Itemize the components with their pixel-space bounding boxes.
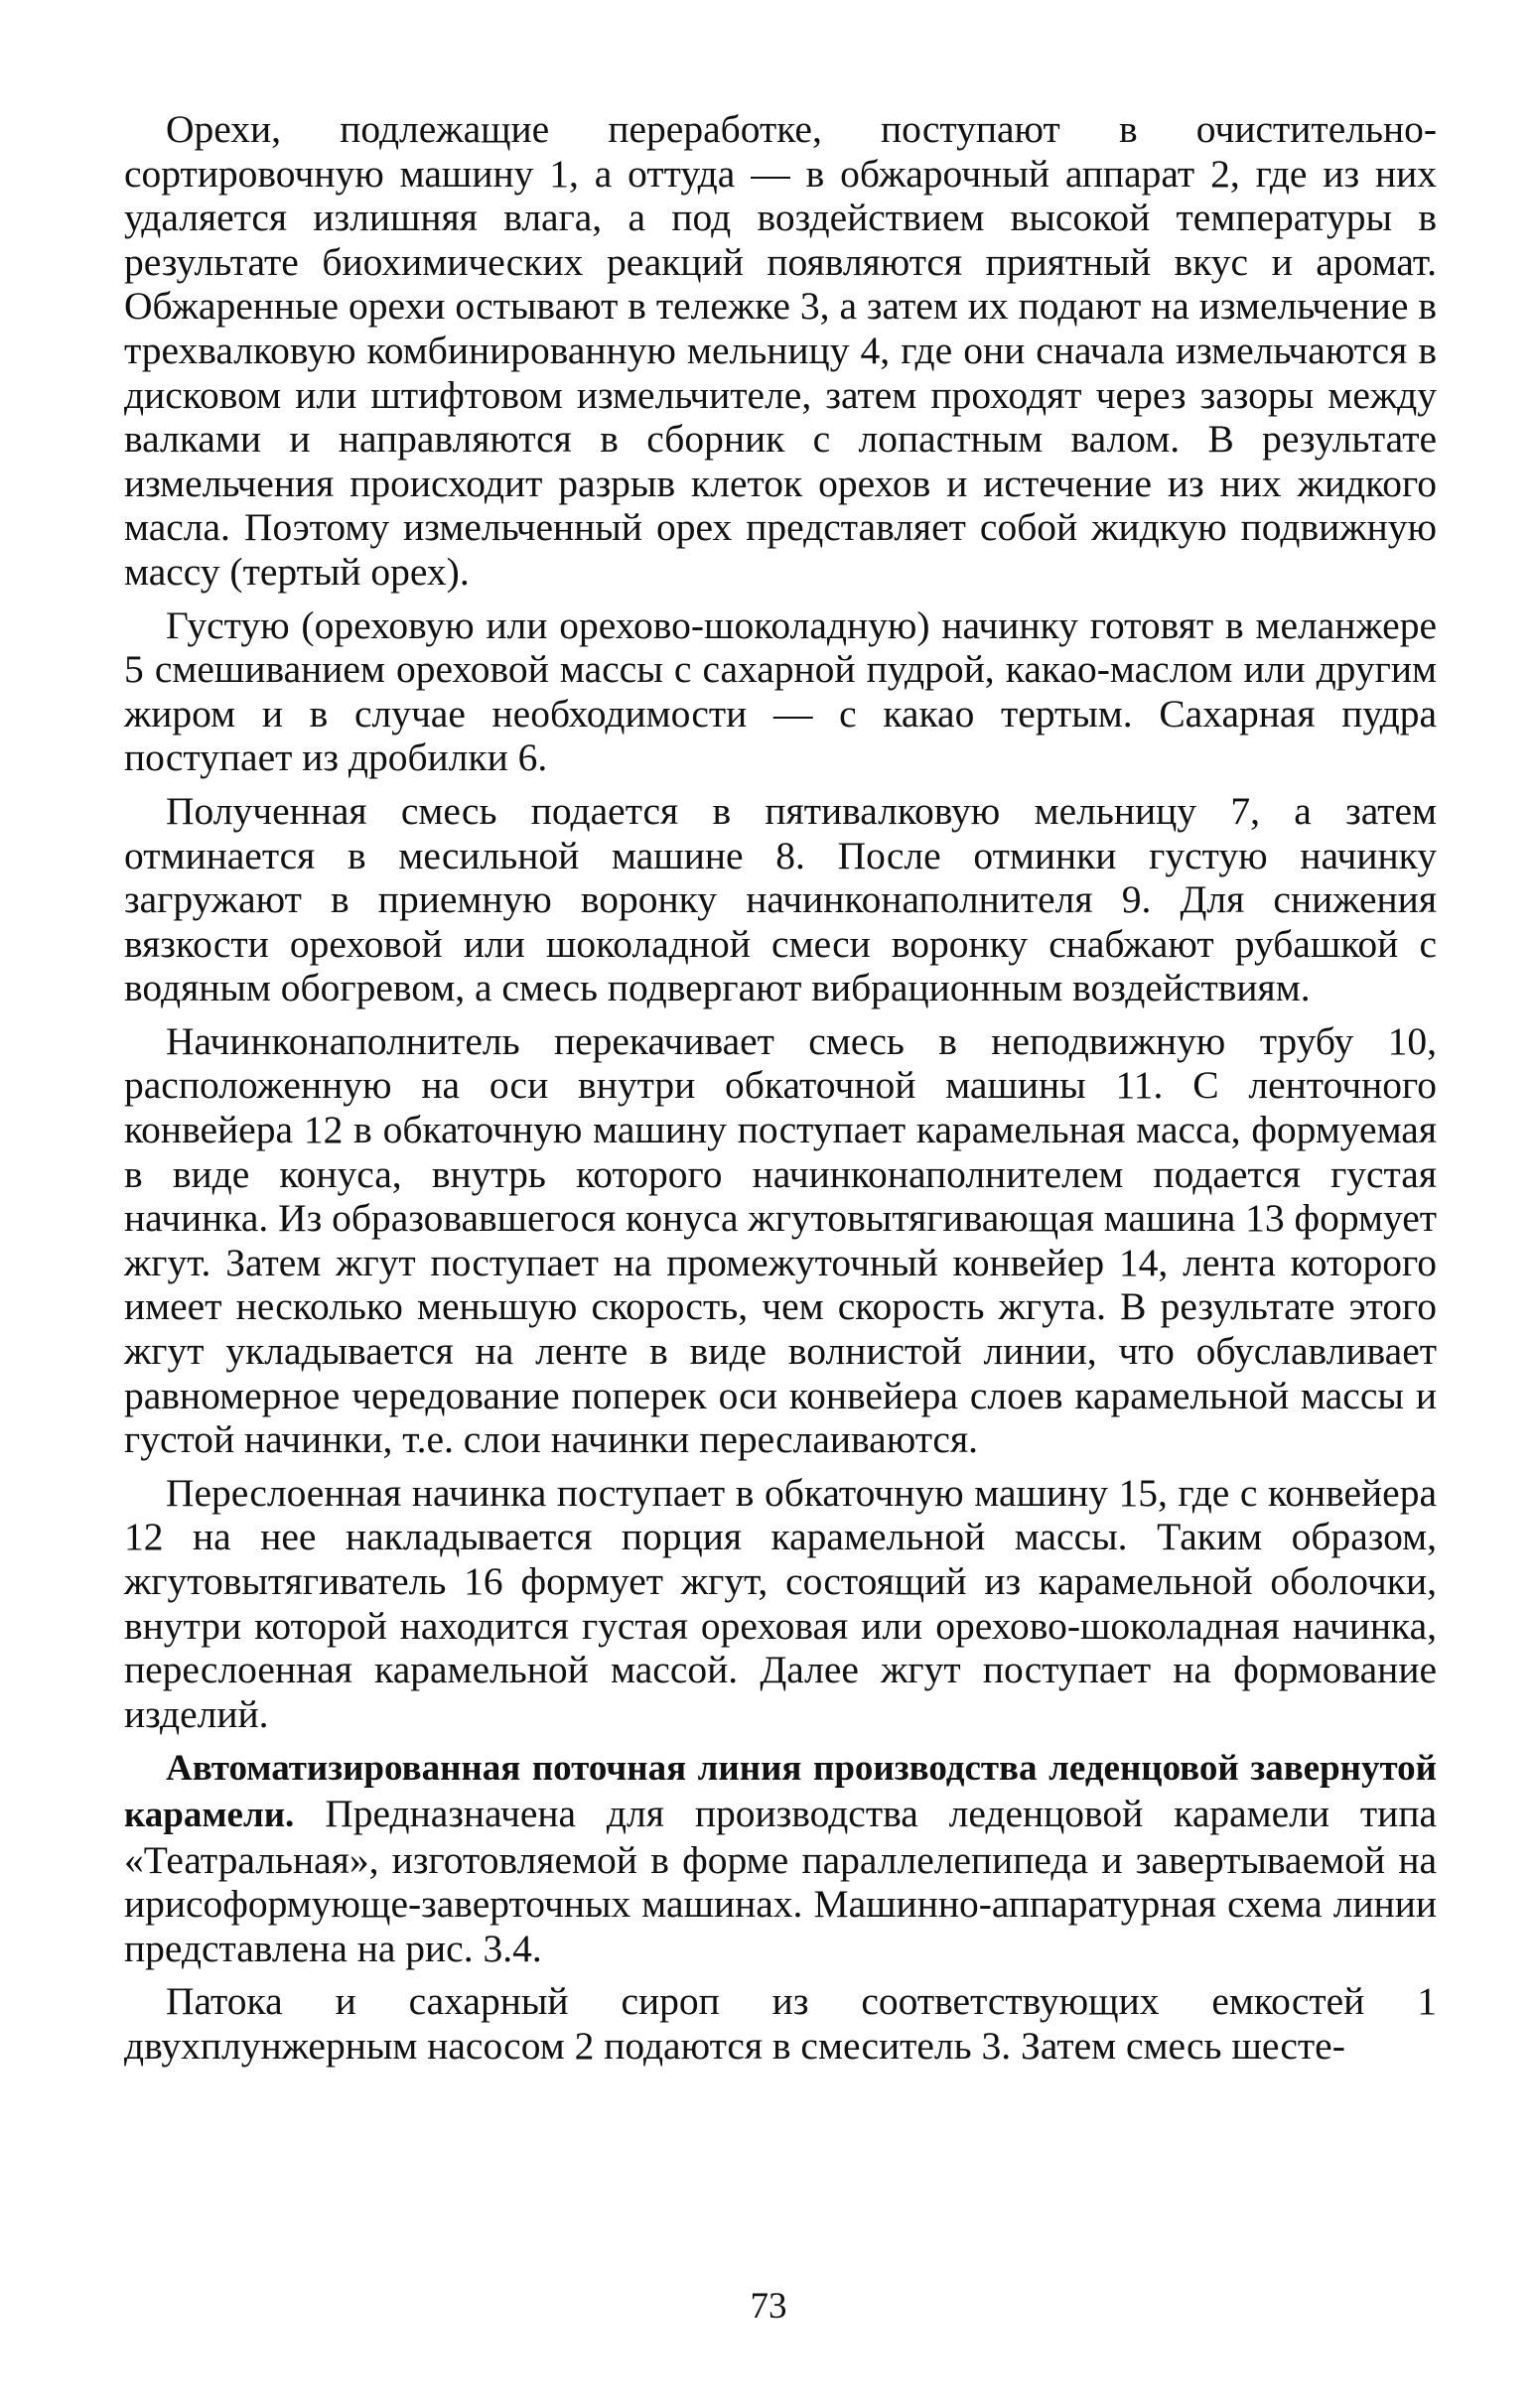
section-lead-heading: Автоматизированная поточная линия производства леденцовой завернутой карамели. xyxy=(124,1748,1437,1835)
paragraph-caramel-line xyxy=(124,1745,1437,1970)
paragraph-thick-filling: Густую (ореховую или орехово-шоколадную) начинку готовят в меланжере 5 смешиванием ореховой массы с сахарной пудрой, какао-маслом или другим жиром и в случае необходимости — с какао тертым. Сахарная пудра поступает из дробилки 6. xyxy=(124,602,1437,780)
paragraph-five-roll-mill: Полученная смесь подается в пятивалковую мельницу 7, а затем отминается в месильной машине 8. После отминки густую начинку загружают в приемную воронку начинконаполнителя 9. Для снижения вязкости ореховой или шоколадной смеси воронку снабжают рубашкой с водяным обогревом, а смесь подвергают вибрационным воздействиям. xyxy=(124,788,1437,1010)
paragraph-layered-filling: Переслоенная начинка поступает в обкаточную машину 15, где с конвейера 12 на нее накладывается порция карамельной массы. Таким образом, жгутовытягиватель 16 формует жгут, состоящий из карамельной оболочки, внутри которой находится густая ореховая или орехово-шоколадная начинка, переслоенная карамельной массой. Далее жгут поступает на формование изделий. xyxy=(124,1470,1437,1736)
paragraph-nut-processing: Орехи, подлежащие переработке, поступают в очистительно-сортировочную машину 1, а оттуда — в обжарочный аппарат 2, где из них удаляется излишняя влага, а под воздействием высокой температуры в результате биохимических реакций появляются приятный вкус и аромат. Обжаренные орехи остывают в тележке 3, а затем их подают на измельчение в трехвалковую комбинированную мельницу 4, где они сначала измельчаются в дисковом или штифтовом измельчителе, затем проходят через зазоры между валками и направляются в сборник с лопастным валом. В результате измельчения происходит разрыв клеток орехов и истечение из них жидкого масла. Поэтому измельченный орех представляет собой жидкую подвижную массу (тертый орех). xyxy=(124,107,1437,594)
paragraph-filling-pump: Начинконаполнитель перекачивает смесь в неподвижную трубу 10, расположенную на оси внутри обкаточной машины 11. С ленточного конвейера 12 в обкаточную машину поступает карамельная масса, формуемая в виде конуса, внутрь которого начинконаполнителем подается густая начинка. Из образовавшегося конуса жгутовытягивающая машина 13 формует жгут. Затем жгут поступает на промежуточный конвейер 14, лента которого имеет несколько меньшую скорость, чем скорость жгута. В результате этого жгут укладывается на ленте в виде волнистой линии, что обуславливает равномерное чередование поперек оси конвейера слоев карамельной массы и густой начинки, т.е. слои начинки переслаиваются. xyxy=(124,1018,1437,1462)
section-lead-body: Предназначена для производства леденцовой карамели типа «Театральная», изготовляемой в форме параллелепипеда и завертываемой на ирисоформующе-заверточных машинах. Машинно-аппаратурная схема линии представлена на рис. 3.4. xyxy=(124,1791,1437,1970)
page-number: 73 xyxy=(750,2286,787,2327)
text-column xyxy=(124,107,1437,2077)
paragraph-molasses-syrup: Патока и сахарный сироп из соответствующих емкостей 1 двухплунжерным насосом 2 подаются в смеситель 3. Затем смесь шесте- xyxy=(124,1979,1437,2068)
